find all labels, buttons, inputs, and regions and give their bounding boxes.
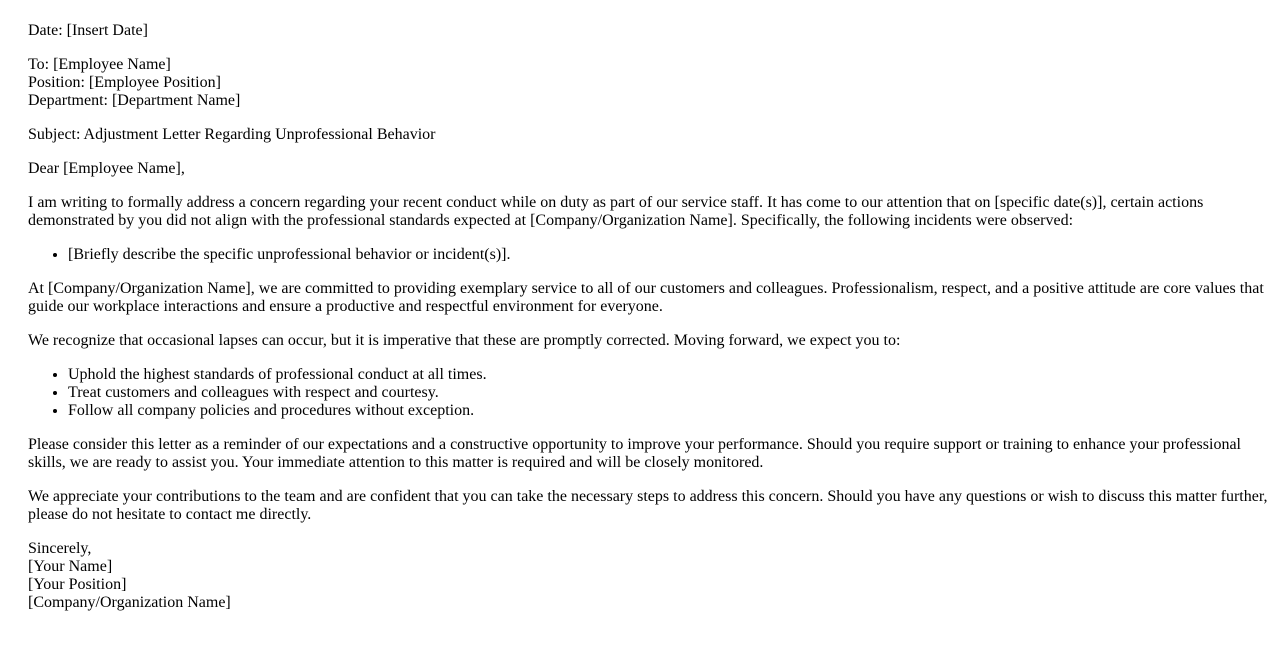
expectations-intro-paragraph: We recognize that occasional lapses can occur, but it is imperative that these are promptly corrected. Moving forward, we expect you to: (28, 332, 901, 349)
expectation-bullet-item: • Uphold the highest standards of professional conduct at all times. (68, 366, 1268, 384)
signature-block (28, 540, 1268, 612)
subject-line: Subject: Adjustment Letter Regarding Unprofessional Behavior (28, 126, 436, 143)
recipient-block (28, 56, 1268, 110)
expectations-bullet-list (28, 366, 1268, 420)
signature-company: [Company/Organization Name] (28, 594, 231, 611)
signature-closing: Sincerely, (28, 540, 92, 557)
incident-bullet-list (28, 246, 1268, 264)
date-line: Date: [Insert Date] (28, 22, 148, 39)
expectation-bullet-item: • Treat customers and colleagues with respect and courtesy. (68, 384, 1268, 402)
recipient-to-line: To: [Employee Name] (28, 56, 171, 73)
salutation: Dear [Employee Name], (28, 160, 185, 177)
values-paragraph: At [Company/Organization Name], we are committed to providing exemplary service to all of our customers and colleagues. Professionalism, respect, and a positive attitude are core values that guide our workplace interactions and ensure a productive and respectful environment for everyone. (28, 280, 1264, 315)
signature-position: [Your Position] (28, 576, 127, 593)
intro-paragraph: I am writing to formally address a concern regarding your recent conduct while on duty as part of our service staff. It has come to our attention that on [specific date(s)], certain actions demonstrated by you did not align with the professional standards expected at [Company/Organization Name]. Specifically, the following incidents were observed: (28, 194, 1204, 229)
recipient-position-line: Position: [Employee Position] (28, 74, 221, 91)
recipient-department-line: Department: [Department Name] (28, 92, 241, 109)
signature-name: [Your Name] (28, 558, 113, 575)
incident-bullet-item: • [Briefly describe the specific unprofessional behavior or incident(s)]. (68, 246, 1268, 264)
closing-paragraph: We appreciate your contributions to the team and are confident that you can take the necessary steps to address this concern. Should you have any questions or wish to discuss this matter further, please do not hesitate to contact me directly. (28, 488, 1268, 523)
expectation-bullet-item: • Follow all company policies and procedures without exception. (68, 402, 1268, 420)
reminder-paragraph: Please consider this letter as a reminder of our expectations and a constructive opportunity to improve your performance. Should you require support or training to enhance your professional skills, we are ready to assist you. Your immediate attention to this matter is required and will be closely monitored. (28, 436, 1241, 471)
